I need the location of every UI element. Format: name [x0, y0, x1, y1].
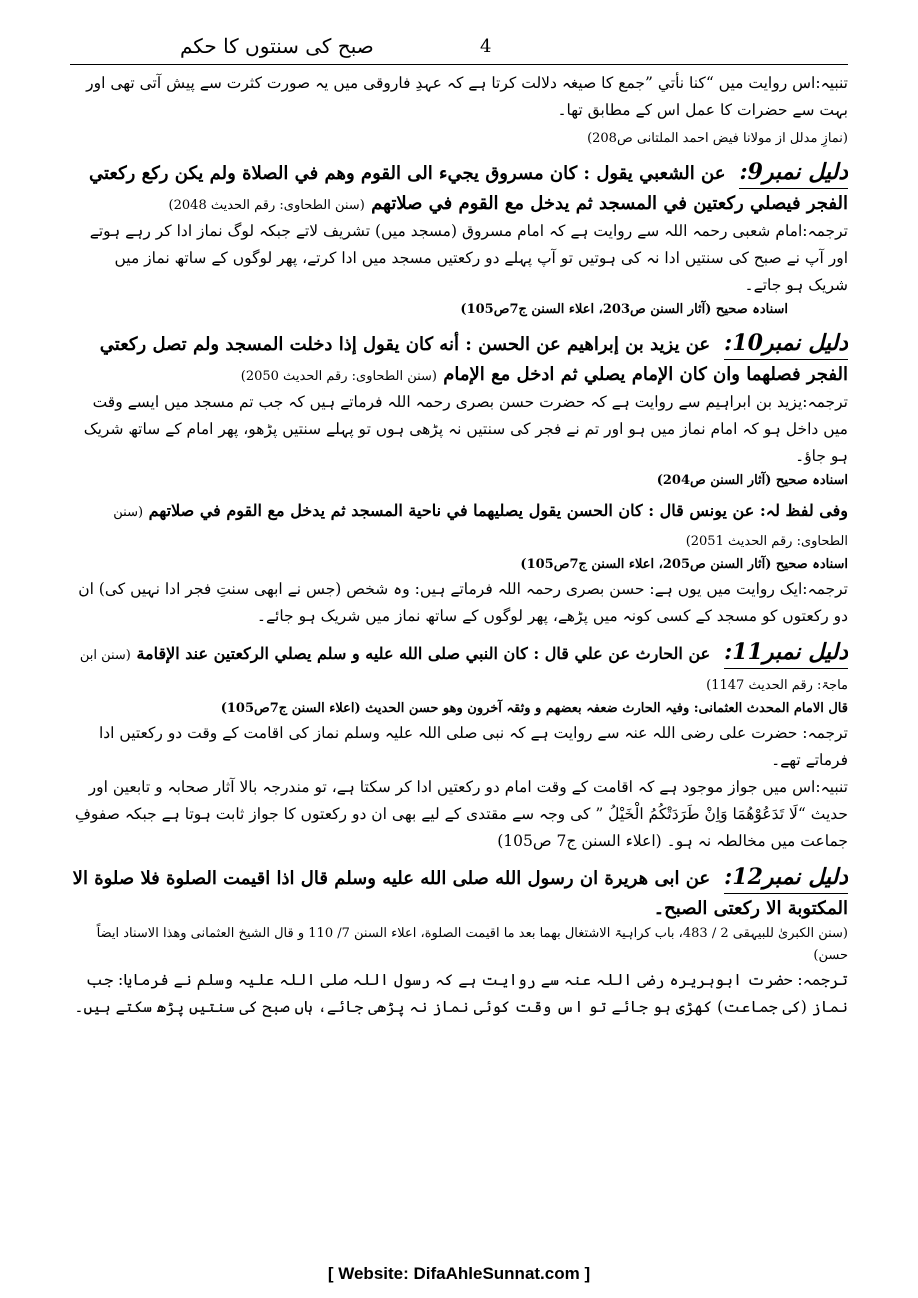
translation: ترجمہ: حضرت ابوہریرہ رضی اللہ عنہ سے روایت ہے کہ رسول اللہ صلی اللہ علیہ وسلم نے فرمایا: جب نماز (کی جماعت) کھڑی ہو جائے تو اس وقت کوئی نماز نہ پڑھی جائے، ہاں صبح کی سنتیں پڑھ سکتے ہیں۔	[74, 971, 848, 1016]
isnad: اسنادہ صحیح (آثار السنن ص205، اعلاء السنن ج7ص105)	[520, 557, 848, 572]
dalil-11	[70, 638, 848, 698]
dalil-12	[70, 863, 848, 923]
reference: (سنن الطحاوی: رقم الحدیث 2051)	[113, 505, 848, 549]
alternate-wording	[70, 496, 848, 554]
reference: (سنن الطحاوی: رقم الحدیث 2048)	[168, 198, 365, 213]
page-body	[70, 70, 848, 1258]
page-number: 4	[480, 36, 492, 57]
page-title: صبح کی سنتوں کا حکم	[180, 34, 374, 58]
arabic-text: عن يزيد بن إبراهيم عن الحسن : أنه كان يقول إذا دخلت المسجد ولم تصل ركعتي الفجر فصلهما وان كان الإمام يصلي ثم ادخل مع الإمام	[99, 334, 848, 385]
dalil-label: دلیل نمبر12:	[724, 863, 848, 894]
dalil-label: دلیل نمبر9:	[739, 158, 848, 189]
header-divider	[70, 64, 848, 65]
isnad: اسنادہ صحیح (آثار السنن ص204)	[656, 473, 848, 488]
arabic-text: عن الحارث عن علي قال : كان النبي صلى الله عليه و سلم يصلي الركعتين عند الإقامة	[136, 644, 711, 663]
translation: ترجمہ:امام شعبی رحمہ اللہ سے روایت ہے کہ امام مسروق (مسجد میں) تشریف لاتے جبکہ لوگ نماز ادا کر رہے ہوتے اور آپ نے صبح کی سنتیں ادا نہ کی ہوتیں تو آپ پہلے دو رکعتیں مسجد میں ادا کرتے، پھر لوگوں کے ساتھ نماز میں شریک ہو جاتے۔	[89, 222, 848, 294]
translation: ترجمہ:ایک روایت میں یوں ہے: حسن بصری رحمہ اللہ فرماتے ہیں: وہ شخص (جس نے ابھی سنتِ فجر ادا نہیں کی) ان دو رکعتوں کو مسجد کے کسی کونہ میں پڑھے، پھر لوگوں کے ساتھ نماز میں شریک ہو جائے۔	[78, 580, 848, 625]
arabic-text: عن ابی ھریرة ان رسول الله صلی الله علیه وسلم قال اذا اقیمت الصلوة فلا صلوة الا المکتوبة الا رکعتی الصبح۔	[72, 868, 848, 919]
scholar-opinion: قال الامام المحدث العثمانی: وفیہ الحارث ضعفہ بعضھم و وثقہ آخرون وھو حسن الحدیث (اعلاء السنن ج7ص105)	[220, 701, 848, 716]
reference: (سنن الکبریٰ للبیہقی 2 / 483، باب کراہیۃ الاشتغال بھما بعد ما اقیمت الصلوة، اعلاء السنن 7/ 110 و قال الشیخ العثمانی وھذا الاسناد ایضاً حسن)	[96, 926, 848, 963]
reference: (نمازِ مدلل از مولانا فیض احمد الملتانی ص208)	[587, 131, 848, 146]
dalil-label: دلیل نمبر10:	[724, 329, 848, 360]
dalil-9	[70, 158, 848, 218]
tanbih-paragraph: تنبیہ:اس روایت میں “کنا نأتي ”جمع کا صیغہ دلالت کرتا ہے کہ عہدِ فاروقی میں یہ صورت کثرت سے پیش آتی تھی اور بہت سے حضرات کا عمل اس کے مطابق تھا۔	[86, 74, 848, 119]
tanbih-paragraph: تنبیہ:اس میں جواز موجود ہے کہ اقامت کے وقت امام دو رکعتیں ادا کر سکتا ہے، تو مندرجہ بالا آثار صحابہ و تابعین اور حدیث “لَا تَدَعُوْهُمَا وَاِنْ طَرَدَتْكُمُ الْخَيْلُ ” کی وجہ سے مقتدی کے لیے بھی ان دو رکعتوں کا جواز ثابت ہوتا ہے جبکہ صفوفِ جماعت میں مخالطہ نہ ہو۔ (اعلاء السنن ج7 ص105)	[74, 778, 848, 850]
translation: ترجمہ:یزید بن ابراہیم سے روایت ہے کہ حضرت حسن بصری رحمہ اللہ فرماتے ہیں کہ جب تم مسجد میں ایسے وقت میں داخل ہو کہ امام نماز میں ہو اور تم نے فجر کی سنتیں نہ پڑھی ہوں تو پہلے سنتیں پڑھو، پھر امام کے ساتھ شریک ہو جاؤ۔	[83, 393, 848, 465]
reference: (سنن ابن ماجۃ: رقم الحدیث 1147)	[79, 648, 848, 693]
arabic-text: عن الشعبي يقول : كان مسروق يجيء الى القوم وهم في الصلاة ولم يكن ركع ركعتي الفجر فيصلي ركعتين في المسجد ثم يدخل مع القوم في صلاتهم	[88, 163, 848, 214]
page-header	[70, 26, 848, 66]
dalil-10	[70, 329, 848, 389]
reference: (سنن الطحاوی: رقم الحدیث 2050)	[240, 369, 437, 384]
isnad: اسنادہ صحیح (آثار السنن ص203، اعلاء السنن ج7ص105)	[460, 302, 788, 317]
website-footer: [ Website: DifaAhleSunnat.com ]	[327, 1264, 591, 1283]
dalil-label: دلیل نمبر11:	[724, 638, 848, 669]
arabic-text: وفی لفظ لہ: عن يونس قال : كان الحسن يقول يصليهما في ناحية المسجد ثم يدخل مع القوم في صلاتهم	[148, 501, 848, 520]
translation: ترجمہ: حضرت علی رضی اللہ عنہ سے روایت ہے کہ نبی صلی اللہ علیہ وسلم نماز کی اقامت کے وقت دو رکعتیں ادا فرماتے تھے۔	[98, 724, 848, 769]
